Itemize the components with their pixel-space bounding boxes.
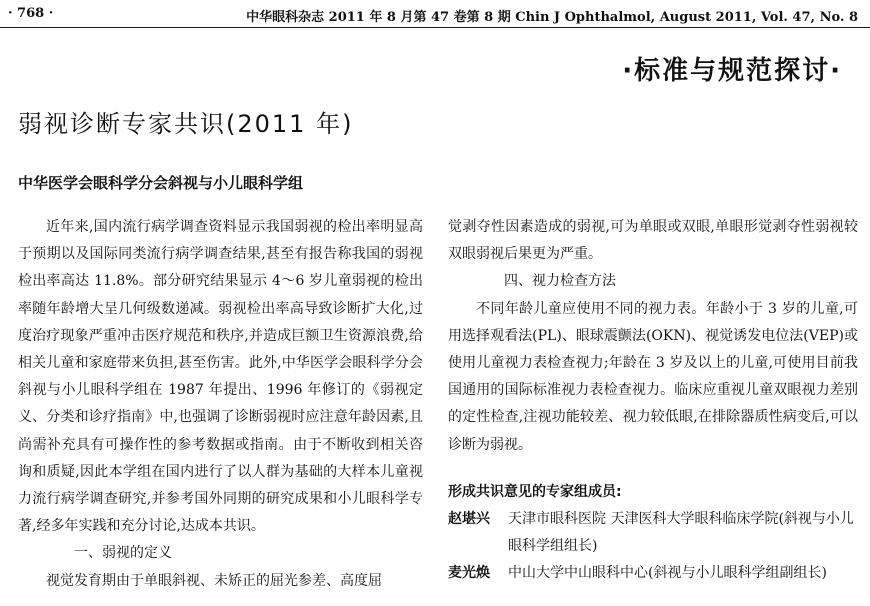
- article-author: 中华医学会眼科学分会斜视与小儿眼科学组: [18, 174, 304, 192]
- page-number: · 768 ·: [8, 6, 54, 21]
- header-rule: [0, 27, 870, 28]
- expert-affiliation: 中山大学中山眼科中心(斜视与小儿眼科学组副组长): [508, 565, 827, 582]
- definition-paragraph: 视觉发育期由于单眼斜视、未矫正的屈光参差、高度屈: [46, 572, 382, 589]
- experts-heading: 形成共识意见的专家组成员:: [448, 483, 622, 500]
- expert-name: 麦光焕: [448, 565, 490, 582]
- journal-citation: 中华眼科杂志 2011 年 8 月第 47 卷第 8 期 Chin J Ophthalmol, August 2011, Vol. 47, No. 8: [246, 10, 858, 25]
- article-title: 弱视诊断专家共识(2011 年): [18, 110, 354, 138]
- expert-member: [448, 560, 858, 587]
- page-header: [0, 0, 870, 30]
- section-heading-definition: 一、弱视的定义: [74, 545, 172, 562]
- expert-member: [448, 506, 858, 560]
- continued-paragraph: 觉剥夺性因素造成的弱视,可为单眼或双眼,单眼形觉剥夺性弱视较双眼弱视后果更为严重。: [448, 219, 858, 263]
- expert-affiliation: 天津市眼科医院 天津医科大学眼科临床学院(斜视与小儿眼科学组组长): [508, 511, 854, 555]
- right-column: [448, 214, 858, 588]
- intro-paragraph: 近年来,国内流行病学调查资料显示我国弱视的检出率明显高于预期以及国际同类流行病学调查结果,甚至有报告称我国的弱视检出率高达 11.8%。部分研究结果显示 4～6 岁儿童弱视的检出率随年龄增大呈几何级数递减。弱视检出率高导致诊断扩大化,过度治疗现象严重冲击医疗规范和秩序,并造成巨额卫生资源浪费,给相关儿童和家庭带来负担,甚至伤害。此外,中华医学会眼科学分会斜视与小儿眼科学组在 1987 年提出、1996 年修订的《弱视定义、分类和诊疗指南》中,也强调了诊断弱视时应注意年龄因素,且尚需补充具有可操作性的参考数据或指南。由于不断收到相关咨询和质疑,因此本学组在国内进行了以人群为基础的大样本儿童视力流行病学调查研究,并参考国外同期的研究成果和小儿眼科学专著,经多年实践和充分讨论,达成本共识。: [18, 219, 423, 535]
- expert-name: 赵堪兴: [448, 511, 490, 528]
- section-label: ·标准与规范探讨·: [622, 56, 842, 86]
- vision-test-paragraph: 不同年龄儿童应使用不同的视力表。年龄小于 3 岁的儿童,可用选择观看法(PL)、眼球震颤法(OKN)、视觉诱发电位法(VEP)或使用儿童视力表检查视力;年龄在 3 岁及以上的儿童,可使用目前我国通用的国际标准视力表检查视力。临床应重视儿童双眼视力差别的定性检查,注视功能较差、视力较低眼,在排除器质性病变后,可以诊断为弱视。: [448, 300, 858, 453]
- left-column: [18, 214, 423, 595]
- section-heading-vision-test: 四、视力检查方法: [504, 273, 616, 290]
